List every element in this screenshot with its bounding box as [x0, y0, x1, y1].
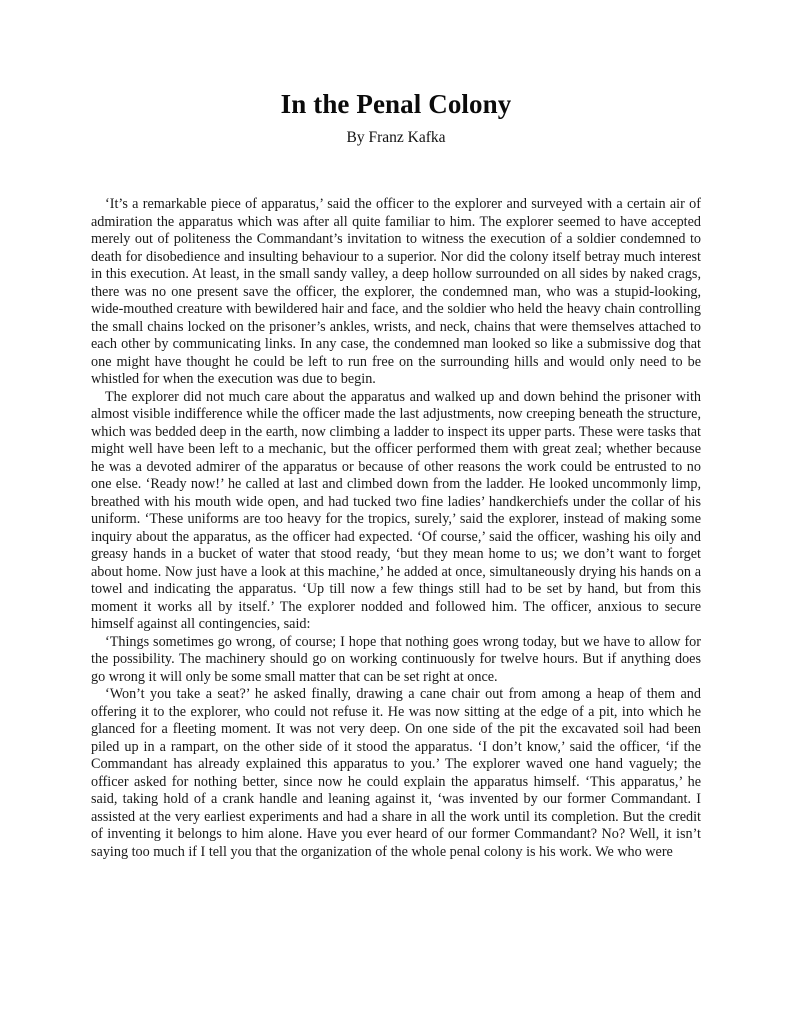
paragraph: ‘Things sometimes go wrong, of course; I hope that nothing goes wrong today, but we have to allow for the possibility. The machinery should go on working continuously for twelve hours. But if anything does go wrong it will only be some small matter that can be set right at once.: [91, 633, 701, 685]
page-content: [91, 0, 701, 861]
paragraph: ‘Won’t you take a seat?’ he asked finally, drawing a cane chair out from among a heap of them and offering it to the explorer, who could not refuse it. He was now sitting at the edge of a pit, into which he glanced for a fleeting moment. It was not very deep. On one side of the pit the excavated soil had been piled up in a rampart, on the other side of it stood the apparatus. ‘I don’t know,’ said the officer, ‘if the Commandant has already explained this apparatus to you.’ The explorer waved one hand vaguely; the officer asked for nothing better, since now he could explain the apparatus himself. ‘This apparatus,’ he said, taking hold of a crank handle and leaning against it, ‘was invented by our former Commandant. I assisted at the very earliest experiments and had a share in all the work until its completion. But the credit of inventing it belongs to him alone. Have you ever heard of our former Commandant? No? Well, it isn’t saying too much if I tell you that the organization of the whole penal colony is his work. We who were: [91, 686, 701, 860]
page-title: In the Penal Colony: [280, 89, 512, 119]
author-byline: By Franz Kafka: [346, 128, 446, 146]
paragraph: The explorer did not much care about the apparatus and walked up and down behind the prisoner with almost visible indifference while the officer made the last adjustments, now creeping beneath the structure, which was bedded deep in the earth, now climbing a ladder to inspect its upper parts. These were tasks that might well have been left to a mechanic, but the officer performed them with great zeal; whether because he was a devoted admirer of the apparatus or because of other reasons the work could be entrusted to no one else. ‘Ready now!’ he called at last and climbed down from the ladder. He looked uncommonly limp, breathed with his mouth wide open, and had tucked two fine ladies’ handkerchiefs under the collar of his uniform. ‘These uniforms are too heavy for the tropics, surely,’ said the explorer, instead of making some inquiry about the apparatus, as the officer had expected. ‘Of course,’ said the officer, washing his oily and greasy hands in a bucket of water that stood ready, ‘but they mean home to us; we don’t want to forget about home. Now just have a look at this machine,’ he added at once, simultaneously drying his hands on a towel and indicating the apparatus. ‘Up till now a few things still had to be set by hand, but from this moment it works all by itself.’ The explorer nodded and followed him. The officer, anxious to secure himself against all contingencies, said:: [91, 388, 701, 633]
paragraph: ‘It’s a remarkable piece of apparatus,’ said the officer to the explorer and surveyed with a certain air of admiration the apparatus which was after all quite familiar to him. The explorer seemed to have accepted merely out of politeness the Commandant’s invitation to witness the execution of a soldier condemned to death for disobedience and insulting behaviour to a superior. Nor did the colony itself betray much interest in this execution. At least, in the small sandy valley, a deep hollow surrounded on all sides by naked crags, there was no one present save the officer, the explorer, the condemned man, who was a stupid-looking, wide-mouthed creature with bewildered hair and face, and the soldier who held the heavy chain controlling the small chains locked on the prisoner’s ankles, wrists, and neck, chains that were themselves attached to each other by communicating links. In any case, the condemned man looked so like a submissive dog that one might have thought he could be left to run free on the surrounding hills and would only need to be whistled for when the execution was due to begin.: [91, 196, 701, 388]
body-text: [91, 147, 701, 861]
